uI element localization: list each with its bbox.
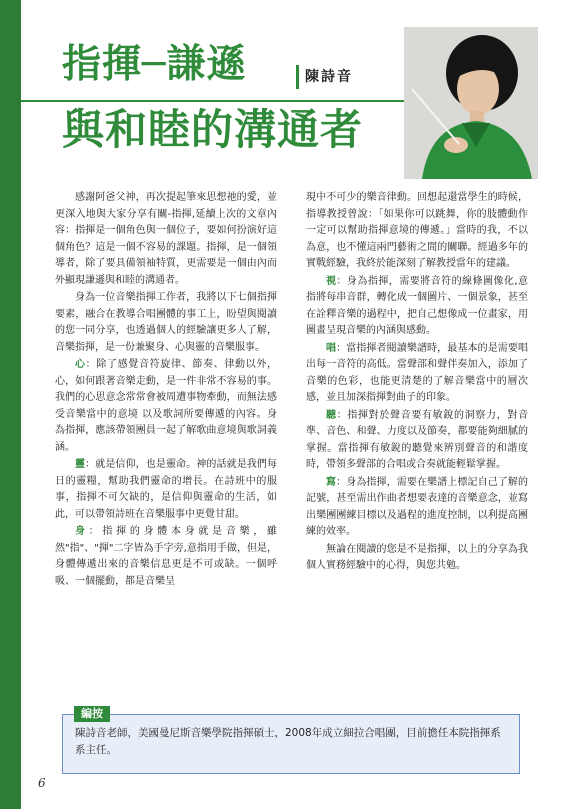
paragraph-text: ：除了感覺音符旋律、節奏、律動以外，心，如何跟著音樂走動，是一件非常不容易的事。我們的心思意念常常會被周遭事物牽動，而無法感受音樂當中的意境 以及歌詞所要傳遞的內容。身為指揮，應該帶領團員一起了解歌曲意境與歌詞義涵。 [55, 359, 278, 453]
page-number: 6 [38, 776, 46, 790]
paragraph [306, 408, 528, 474]
article-column-right [306, 190, 528, 576]
element-heading-write: 寫 [326, 476, 337, 488]
paragraph-text: ：當指揮者閱讀樂譜時，最基本的是需要唱出每一音符的高低。當聲部和聲伴奏加入，添加了音樂的色彩，也能更清楚的了解音樂當中的層次感，並且加深指揮對曲子的印象。 [306, 342, 529, 403]
editor-note-label: 編按 [74, 706, 110, 722]
paragraph: 身為一位音樂指揮工作者，我將以下七個指揮要素，融合在教導合唱團體的事工上，盼望與閱讀的您一同分享，也透過個人的經驗讓更多人了解，音樂指揮，是一份兼聚身、心與靈的音樂服事。 [55, 292, 277, 353]
editor-note-box [62, 714, 520, 774]
portrait-conductor-photo [404, 27, 538, 179]
paragraph [55, 524, 277, 590]
element-heading-listen: 聽 [326, 409, 337, 421]
element-heading-body: 身 [75, 526, 89, 537]
paragraph-text: ：就是信仰，也是靈命。神的話就是我們每日的靈糧，幫助我們靈命的增長。在詩班中的服事，指揮不可欠缺的，是信仰與靈命的生活，如此，可以帶領詩班在音樂服事中更覺甘甜。 [55, 459, 278, 520]
element-heading-sight: 視 [326, 275, 337, 287]
title-line-1: 指揮─謙遜 [62, 41, 247, 87]
paragraph [306, 341, 528, 407]
paragraph: 感謝阿爸父神，再次提起筆來思想祂的愛，並更深入地與大家分享有關-指揮,延續上次的文章內容：指揮是一個角色與一個位子，要如何扮演好這個角色？這是一個不容易的課題。指揮，是一個領導者，除了要具備領袖特質，更需要是一個由內而外顯現謙遜與和睦的溝通者。 [55, 192, 277, 286]
element-heading-spirit: 靈 [75, 459, 86, 470]
paragraph [55, 357, 277, 456]
paragraph-text: ：指揮的身體本身就是音樂，雖然"指"、"揮"二字皆為手字旁,意指用手做，但是，身體傳遞出來的音樂信息更是不可或缺。一個呼吸、一個擺動，都是音樂呈 [55, 526, 278, 587]
element-heading-heart: 心 [75, 359, 86, 370]
paragraph [306, 274, 528, 340]
green-sidebar-bar [0, 0, 21, 809]
paragraph [55, 457, 277, 523]
paragraph-text: ：指揮對於聲音要有敏銳的洞察力，對音準、音色、和聲、力度以及節奏，都要能夠細膩的掌握。當指揮有敏銳的聽覺來辨別聲音的和諧度時，帶領多聲部的合唱或合奏就能輕鬆掌握。 [306, 409, 529, 470]
title-line-2: 與和睦的溝通者 [62, 105, 364, 154]
portrait-photo [404, 27, 538, 179]
paragraph [306, 475, 528, 541]
editor-note-text: 陳詩音老師，美國曼尼斯音樂學院指揮碩士，2008年成立細拉合唱團，目前擔任本院指揮系系主任。 [75, 727, 501, 756]
element-heading-sing: 唱 [326, 342, 337, 354]
paragraph-text: ：身為指揮，需要在樂譜上標記自己了解的記號，甚至需出作曲者想要表達的音樂意念，並寫出樂團團練目標以及過程的進度控制，以利提高團練的效率。 [306, 476, 529, 537]
paragraph: 現中不可少的樂音律動。回想起還當學生的時候，指導教授曾說：「如果你可以跳舞，你的肢體動作一定可以幫助指揮意境的傳遞。」當時的我，不以為意，也不懂這兩門藝術之間的關聯。經過多年的實戰經驗，我終於能深刻了解教授當年的建議。 [306, 192, 528, 269]
paragraph: 無論在閱讀的您是不是指揮，以上的分享為我個人實務經驗中的心得，與您共勉。 [306, 543, 528, 571]
author-name: 陳詩音 [296, 65, 353, 89]
article-column-left [55, 190, 277, 591]
paragraph-text: ：身為指揮，需要將音符的線條圖像化,意指將每串音群，轉化成一個圖片、一個景象，甚至在詮釋音樂的過程中，把自己想像成一位畫家，用圖畫呈現音樂的內涵與感動。 [306, 275, 528, 336]
